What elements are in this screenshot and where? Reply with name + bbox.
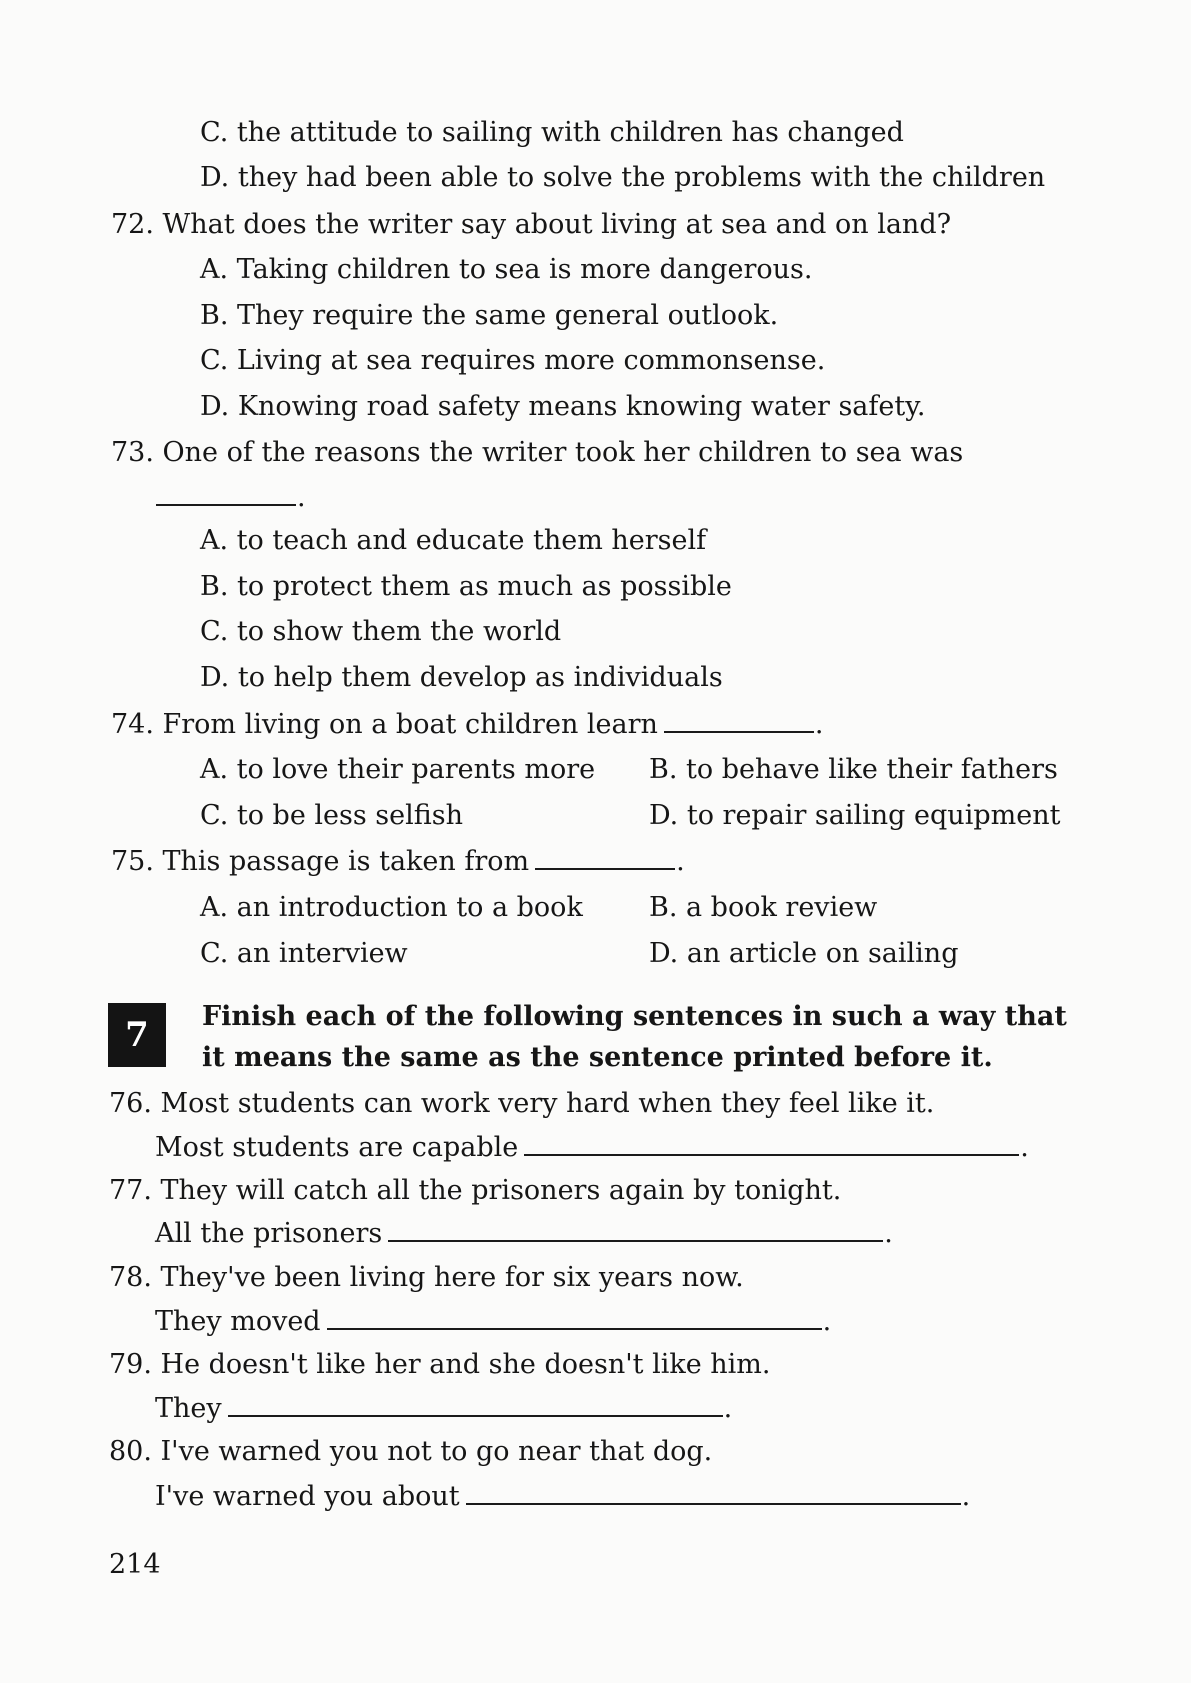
q76-row: Most students are capable .	[155, 1132, 1029, 1163]
q71-option-c: C. the attitude to sailing with children has changed	[200, 117, 904, 148]
q80-row: I've warned you about .	[155, 1481, 971, 1512]
answer-blank[interactable]	[664, 707, 814, 733]
q78-sentence: 78. They've been living here for six years now.	[109, 1262, 744, 1293]
q75-option-b: B. a book review	[649, 892, 878, 923]
q80-sentence: 80. I've warned you not to go near that dog.	[109, 1436, 713, 1467]
answer-blank[interactable]	[156, 480, 296, 506]
answer-blank[interactable]	[228, 1391, 723, 1417]
q73-option-b: B. to protect them as much as possible	[200, 571, 732, 602]
q75-stem: 75. This passage is taken from	[111, 846, 530, 877]
q76-prompt: Most students are capable	[155, 1132, 519, 1163]
answer-blank[interactable]	[466, 1479, 961, 1505]
q74-option-c: C. to be less selfish	[200, 800, 464, 831]
q72-option-c: C. Living at sea requires more commonsense.	[200, 345, 826, 376]
q74-option-a: A. to love their parents more	[200, 754, 596, 785]
q74-stem: 74. From living on a boat children learn	[111, 709, 658, 740]
section-instruction-line-2: it means the same as the sentence printed before it.	[202, 1042, 993, 1073]
q79-prompt: They	[155, 1393, 222, 1424]
q72-option-b: B. They require the same general outlook.	[200, 300, 779, 331]
q75-option-d: D. an article on sailing	[649, 938, 959, 969]
q71-option-d: D. they had been able to solve the problems with the children	[200, 162, 1046, 193]
q73-option-a: A. to teach and educate them herself	[200, 525, 707, 556]
q79-sentence: 79. He doesn't like her and she doesn't like him.	[109, 1349, 771, 1380]
q75-row: 75. This passage is taken from .	[111, 846, 685, 877]
answer-blank[interactable]	[535, 844, 675, 870]
q77-prompt: All the prisoners	[155, 1218, 383, 1249]
q78-row: They moved .	[155, 1306, 832, 1337]
q74-option-d: D. to repair sailing equipment	[649, 800, 1061, 831]
q74-option-b: B. to behave like their fathers	[649, 754, 1058, 785]
q76-sentence: 76. Most students can work very hard when they feel like it.	[109, 1088, 935, 1119]
answer-blank[interactable]	[327, 1304, 822, 1330]
page-number: 214	[109, 1549, 161, 1580]
q73-answer-line: .	[156, 480, 306, 515]
q75-option-c: C. an interview	[200, 938, 408, 969]
q78-prompt: They moved	[155, 1306, 321, 1337]
q77-row: All the prisoners .	[155, 1218, 893, 1249]
q73-option-c: C. to show them the world	[200, 616, 562, 647]
answer-blank[interactable]	[388, 1216, 883, 1242]
q74-row: 74. From living on a boat children learn .	[111, 709, 824, 740]
q72-option-a: A. Taking children to sea is more dangerous.	[200, 254, 813, 285]
q73-option-d: D. to help them develop as individuals	[200, 662, 723, 693]
section-instruction-line-1: Finish each of the following sentences in such a way that	[202, 1001, 1067, 1032]
q73-stem: 73. One of the reasons the writer took her children to sea was	[111, 437, 964, 468]
q77-sentence: 77. They will catch all the prisoners again by tonight.	[109, 1175, 842, 1206]
section-number-badge: 7	[108, 1003, 166, 1067]
q79-row: They .	[155, 1393, 733, 1424]
q80-prompt: I've warned you about	[155, 1481, 460, 1512]
q75-option-a: A. an introduction to a book	[200, 892, 583, 923]
q72-stem: 72. What does the writer say about living at sea and on land?	[111, 209, 952, 240]
answer-blank[interactable]	[524, 1130, 1019, 1156]
q72-option-d: D. Knowing road safety means knowing water safety.	[200, 391, 926, 422]
